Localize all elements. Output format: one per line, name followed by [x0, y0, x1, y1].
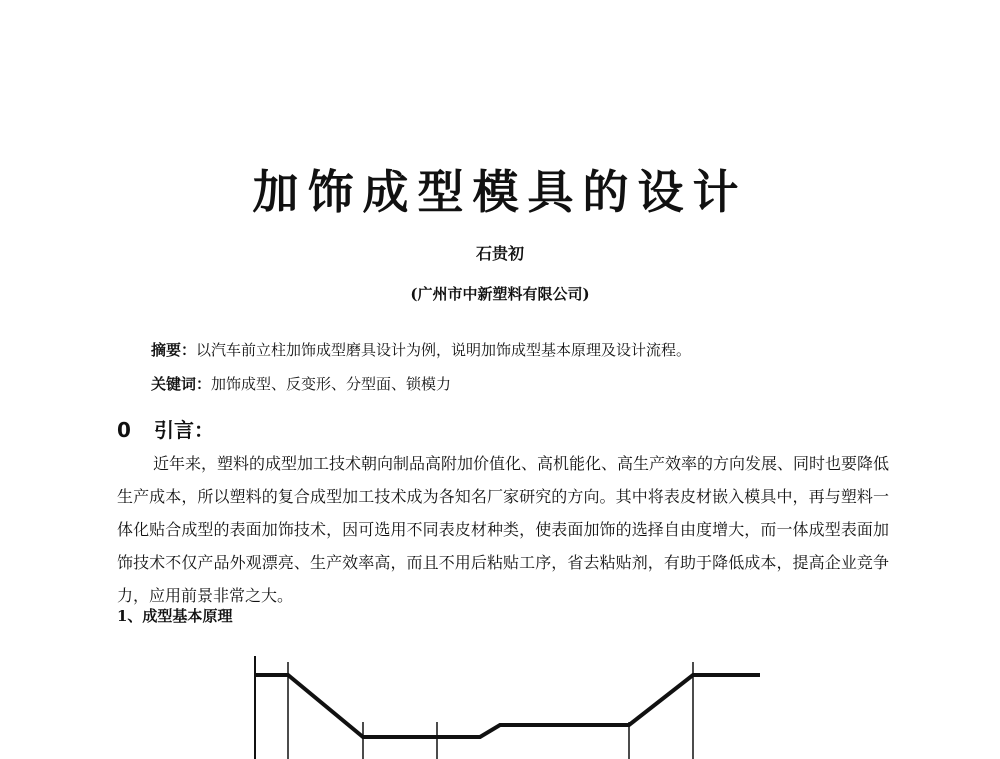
paper-title: 加饰成型模具的设计 — [252, 165, 748, 219]
keywords-text: 加饰成型、反变形、分型面、锁模力 — [211, 375, 452, 393]
abstract-line — [151, 339, 691, 360]
keywords-line — [151, 373, 451, 394]
diagram-process-curve — [255, 675, 760, 737]
introduction-paragraph — [117, 447, 889, 612]
section-title: 引言： — [154, 418, 214, 442]
abstract-text: 以汽车前立柱加饰成型磨具设计为例，说明加饰成型基本原理及设计流程。 — [196, 341, 692, 359]
section-heading-introduction — [117, 414, 214, 443]
author-affiliation: (广州市中新塑料有限公司) — [410, 285, 590, 303]
introduction-paragraph-text: 近年来，塑料的成型加工技术朝向制品高附加价值化、高机能化、高生产效率的方向发展、同时也要降低生产成本，所以塑料的复合成型加工技术成为各知名厂家研究的方向。其中将表皮材嵌入模具中，再与塑料一体化贴合成型的表面加饰技术，因可选用不同表皮材种类，使表面加饰的选择自由度增大，而一体成型表面加饰技术不仅产品外观漂亮、生产效率高，而且不用后粘贴工序，省去粘贴剂，有助于降低成本，提高企业竞争力，应用前景非常之大。 — [117, 454, 890, 605]
section-number: 0 — [117, 418, 131, 442]
author-name: 石贵初 — [475, 244, 524, 263]
keywords-label: 关键词： — [151, 375, 212, 393]
abstract-label: 摘要： — [151, 341, 197, 359]
molding-principle-diagram — [0, 640, 1000, 759]
subsection-heading-molding-principle: 1、成型基本原理 — [117, 607, 233, 625]
